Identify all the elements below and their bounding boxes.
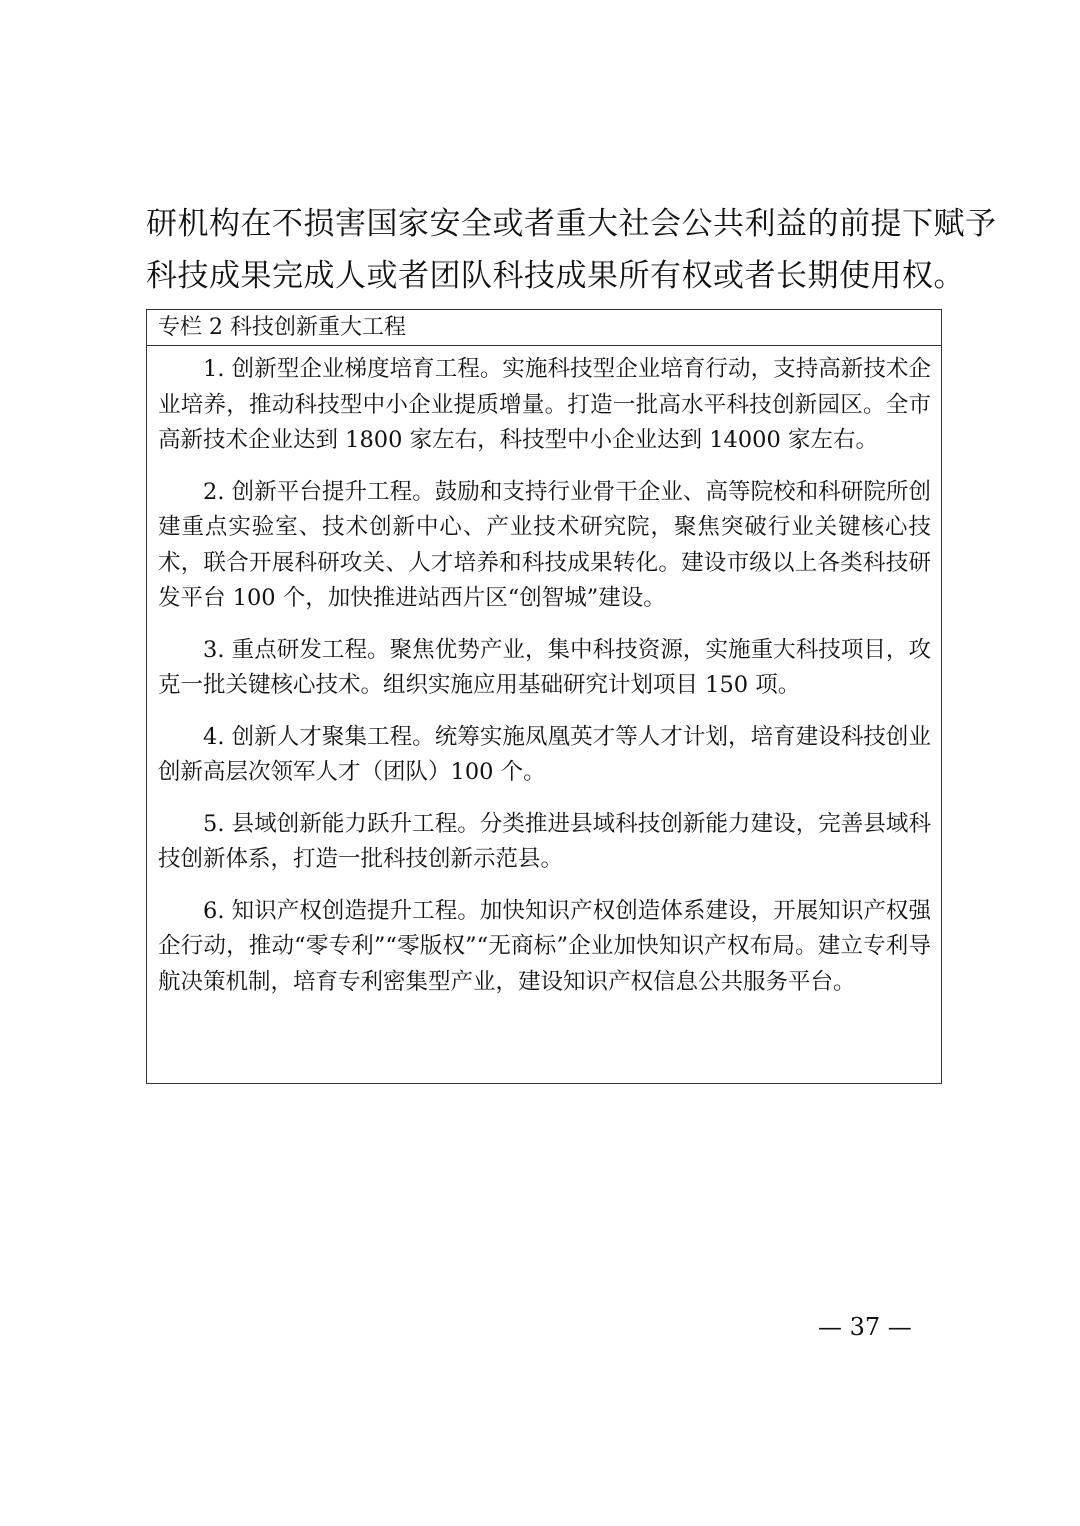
list-item: 1. 创新型企业梯度培育工程。实施科技型企业培育行动，支持高新技术企业培养，推动科技型中小企业提质增量。打造一批高水平科技创新园区。全市高新技术企业达到 1800 家左右，科技型中小企业达到 14000 家左右。: [158, 356, 931, 453]
page-number: — 37 —: [818, 1313, 912, 1341]
list-item: 6. 知识产权创造提升工程。加快知识产权创造体系建设，开展知识产权强企行动，推动“零专利”“零版权”“无商标”企业加快知识产权布局。建立专利导航决策机制，培育专利密集型产业，建设知识产权信息公共服务平台。: [158, 897, 931, 995]
column-box-title: 专栏 2 科技创新重大工程: [147, 310, 941, 346]
intro-line-1: 研机构在不损害国家安全或者重大社会公共利益的前提下赋予: [146, 206, 997, 242]
column-box: [146, 309, 942, 1084]
list-item: 2. 创新平台提升工程。鼓励和支持行业骨干企业、高等院校和科研院所创建重点实验室、技术创新中心、产业技术研究院，聚焦突破行业关键核心技术，联合开展科研攻关、人才培养和科技成果转化。建设市级以上各类科技研发平台 100 个，加快推进站西片区“创智城”建设。: [158, 478, 931, 611]
list-item: 5. 县域创新能力跃升工程。分类推进县域科技创新能力建设，完善县域科技创新体系，打造一批科技创新示范县。: [158, 810, 931, 872]
intro-paragraph: [146, 198, 997, 302]
column-box-body: [147, 346, 941, 1000]
intro-line-2: 科技成果完成人或者团队科技成果所有权或者长期使用权。: [146, 258, 965, 294]
list-item: 3. 重点研发工程。聚焦优势产业，集中科技资源，实施重大科技项目，攻克一批关键核心技术。组织实施应用基础研究计划项目 150 项。: [158, 636, 931, 698]
list-item: 4. 创新人才聚集工程。统筹实施凤凰英才等人才计划，培育建设科技创业创新高层次领军人才（团队）100 个。: [158, 723, 931, 785]
